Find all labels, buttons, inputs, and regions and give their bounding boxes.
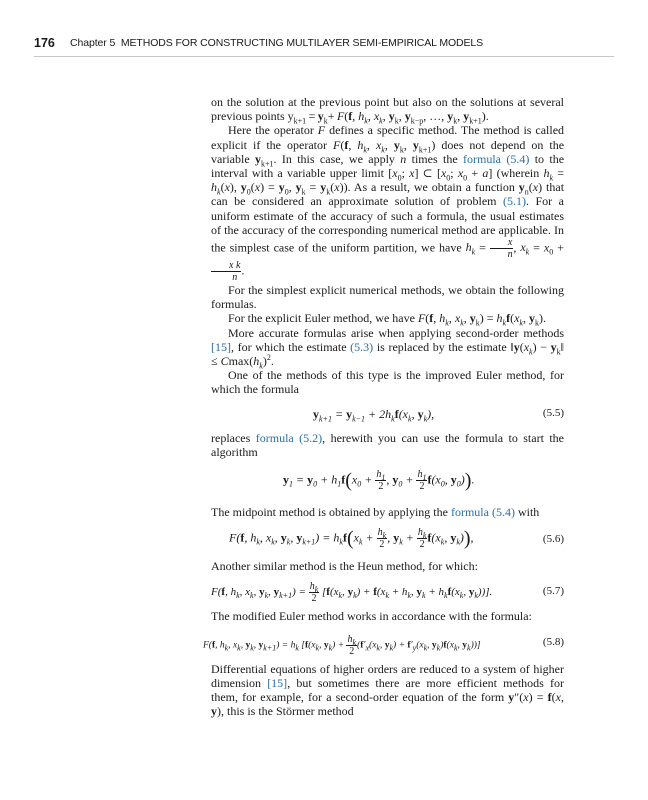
link-estimate-5-3[interactable]: (5.3): [350, 339, 374, 354]
running-header: [34, 36, 614, 56]
equation-number: (5.6): [542, 533, 564, 546]
equation-number: (5.8): [542, 635, 564, 648]
equation-5-7: F(f, $h_k$, $x_k$, $y_k$, $y_{k+1}$) = $\frac{h_k}{2}$ [$f(x_k$, $y_k) + f(x_k + h_k$, $y_k + h_kf(x_k$, $y_k$))]. (5.7): [211, 581, 564, 605]
link-ref-15[interactable]: [15]: [211, 339, 231, 354]
paragraph-9: Another similar method is the Heun method, for which:: [211, 559, 478, 574]
page-number: 176: [34, 36, 55, 50]
chapter-title: Chapter 5 METHODS FOR CONSTRUCTING MULTILAYER SEMI-EMPIRICAL MODELS: [70, 37, 484, 49]
link-formula-5-4[interactable]: formula (5.4): [463, 151, 530, 166]
paragraph-5: More accurate formulas arise when applying second-order methods [15], for which the estimate (5.3) is replaced by the estimate $‖y(x_k)$ − $y_k‖ \le Cmax(h_k)^2$.: [211, 325, 564, 371]
equation-number: (5.7): [542, 585, 564, 598]
paragraph-11: Differential equations of higher orders are reduced to a system of higher dimension [15], but sometimes there are more efficient methods for them, for example, for a second-order equation of the form y″(x) = f(x, y), this is the Störmer method: [211, 661, 564, 719]
paragraph-6: One of the methods of this type is the improved Euler method, for which the formula: [211, 368, 564, 397]
paragraph-1: on the solution at the previous point but also on the solutions at several previous points $y_{k+1} = y_k+ F(f$, $h_k$, $x_k$, $y_k$, $y_{k-p}$, …, $y_k$, $y_{k+1}$).: [211, 95, 564, 126]
page-body: [203, 95, 565, 719]
equation-5-8: F(f, $h_k$, $x_k$, $y_k$, $y_{k+1}) = h_k$ [$f(x_k$, $y_k$) + $\frac{h_k}{2}$ ($f'_x(x_k$, $y_k) + f'_y(x_k$, $y_k)f(x_k$, $y_k$))] (5.8): [203, 633, 564, 657]
equation-number: (5.5): [542, 406, 564, 419]
link-problem-5-1[interactable]: (5.1): [503, 194, 526, 209]
paragraph-2: Here the operator F defines a specific method. The method is called explicit if the operator F(f, $h_k$, $x_k$, $y_k$, $y_{k+1}$) does not depend on the variable $y_{k+1}$. In this case, we apply n times the formula (5.4) to the interval with a variable upper limit [$x_0$; x] ⊂ [$x_0$; $x_0 + a$] (wherein $h_k = h_k(x)$, $y_0(x) = y_0$, $y_k = y_k(x)$). As a result, we obtain a function $y_n(x)$ that can be considered an approximate solution of problem (5.1). For a uniform estimate of the accuracy of such a formula, the usual estimates of the accuracy of the corresponding numerical method are applicable. In the simplest case of the uniform partition, we have $h_k$ = $\frac{x}{n}$ , $x_k = x_0$ + $\frac{\text{x k}}{n}$ .: [211, 123, 565, 284]
paragraph-10: The modified Euler method works in accordance with the formula:: [211, 609, 532, 624]
header-rule: [34, 56, 614, 57]
link-formula-5-4b[interactable]: formula (5.4): [450, 505, 515, 520]
link-formula-5-2[interactable]: formula (5.2): [255, 430, 323, 445]
paragraph-4: For the explicit Euler method, we have F(f, $h_k$, $x_k$, $y_k) = h_kf(x_k$, $y_k$).: [228, 311, 546, 328]
equation-start: $y_1 = y_0 + h_1f(x_0$ + $\frac{h_1}{2}$ , $y_0$ + $\frac{h_1}{2}$ $f(x_0$, $y_0$)).: [283, 469, 475, 493]
paragraph-7: replaces formula (5.2), herewith you can use the formula to start the algorithm: [211, 430, 565, 459]
link-ref-15b[interactable]: [15]: [267, 675, 288, 690]
paragraph-3: For the simplest explicit numerical methods, we obtain the following formulas.: [211, 283, 564, 312]
equation-5-6: F(f, $h_k$, $x_k$, $y_k$, $y_{k+1}) = h_kf(x_k$ + $\frac{h_k}{2}$ , $y_k$ + $\frac{h_k}{2}$ $f(x_k$, $y_k$)), (5.6): [229, 527, 564, 551]
paragraph-8: The midpoint method is obtained by applying the formula (5.4) with: [211, 505, 540, 520]
equation-5-5: $y_{k+1} = y_{k-1} + 2h_kf(x_k$, $y_k$), (5.5): [313, 406, 564, 424]
